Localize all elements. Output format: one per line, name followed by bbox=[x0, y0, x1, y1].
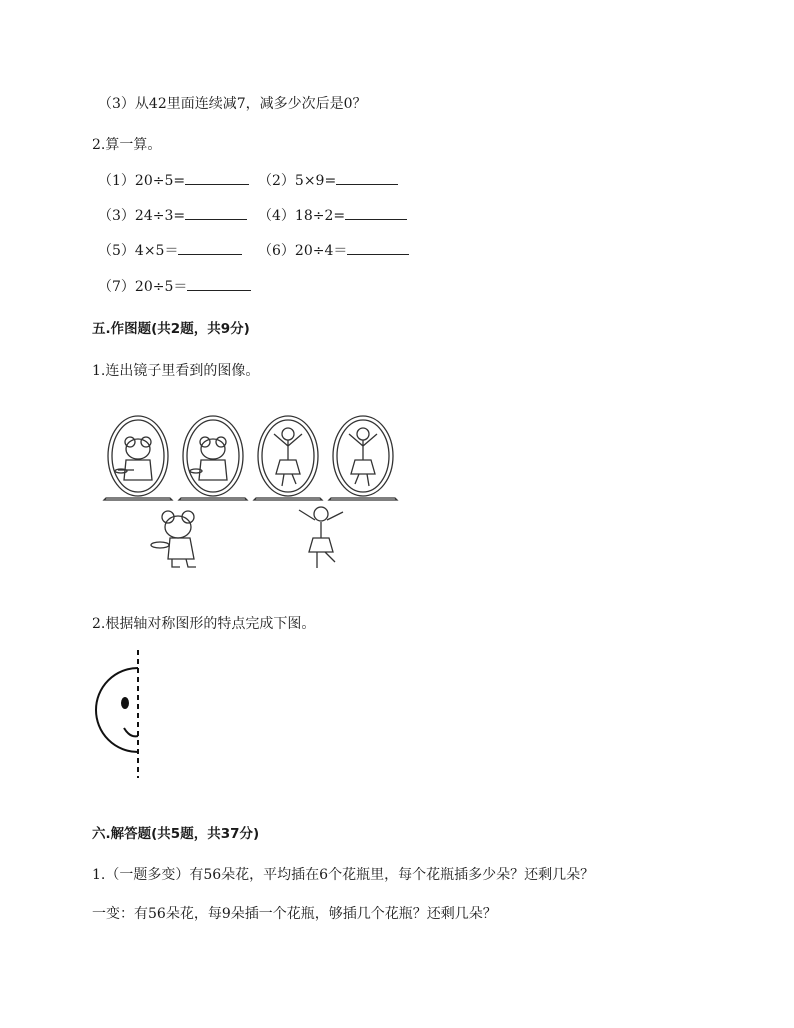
calc-heading: 2.算一算。 bbox=[92, 137, 162, 153]
mirror-frame-1 bbox=[104, 416, 172, 500]
calc-item-label: （7）20÷5＝ bbox=[98, 279, 188, 295]
section-heading-solutions: 六.解答题(共5题，共37分) bbox=[92, 826, 260, 842]
calc-item-1 bbox=[98, 170, 249, 190]
mirror-frame-2 bbox=[179, 416, 247, 500]
calc-item-label: （1）20÷5= bbox=[98, 173, 186, 189]
mirror-frame-4 bbox=[329, 416, 397, 500]
calc-item-label: （6）20÷4＝ bbox=[258, 243, 348, 259]
answer-blank[interactable] bbox=[185, 205, 247, 220]
bear-figure bbox=[151, 511, 196, 567]
girl-figure bbox=[299, 507, 343, 568]
answer-blank[interactable] bbox=[336, 170, 398, 185]
calc-item-label: （2）5×9= bbox=[258, 173, 337, 189]
question-from-42-subtract-7: （3）从42里面连续减7，减多少次后是0？ bbox=[98, 96, 367, 112]
half-smiley-face-figure bbox=[94, 650, 154, 780]
answer-blank[interactable] bbox=[187, 276, 251, 291]
section-heading-drawing: 五.作图题(共2题，共9分) bbox=[92, 321, 250, 337]
answer-blank[interactable] bbox=[185, 170, 249, 185]
symmetry-question: 2.根据轴对称图形的特点完成下图。 bbox=[92, 616, 316, 632]
calc-item-7 bbox=[98, 276, 251, 296]
mirror-question: 1.连出镜子里看到的图像。 bbox=[92, 363, 260, 379]
calc-item-3 bbox=[98, 205, 247, 225]
calc-item-5 bbox=[98, 240, 242, 260]
calc-item-4 bbox=[258, 205, 407, 225]
calc-item-2 bbox=[258, 170, 398, 190]
answer-blank[interactable] bbox=[178, 240, 242, 255]
flowers-vases-question: 1.（一题多变）有56朵花，平均插在6个花瓶里，每个花瓶插多少朵？还剩几朵？ bbox=[92, 867, 595, 883]
calc-item-label: （5）4×5＝ bbox=[98, 243, 179, 259]
answer-blank[interactable] bbox=[347, 240, 409, 255]
mirror-matching-illustration bbox=[100, 412, 420, 577]
mirror-frame-3 bbox=[254, 416, 322, 500]
calc-item-label: （4）18÷2= bbox=[258, 208, 346, 224]
flowers-vases-variant: 一变：有56朵花，每9朵插一个花瓶，够插几个花瓶？还剩几朵？ bbox=[92, 906, 497, 922]
calc-item-6 bbox=[258, 240, 409, 260]
calc-item-label: （3）24÷3= bbox=[98, 208, 186, 224]
answer-blank[interactable] bbox=[345, 205, 407, 220]
